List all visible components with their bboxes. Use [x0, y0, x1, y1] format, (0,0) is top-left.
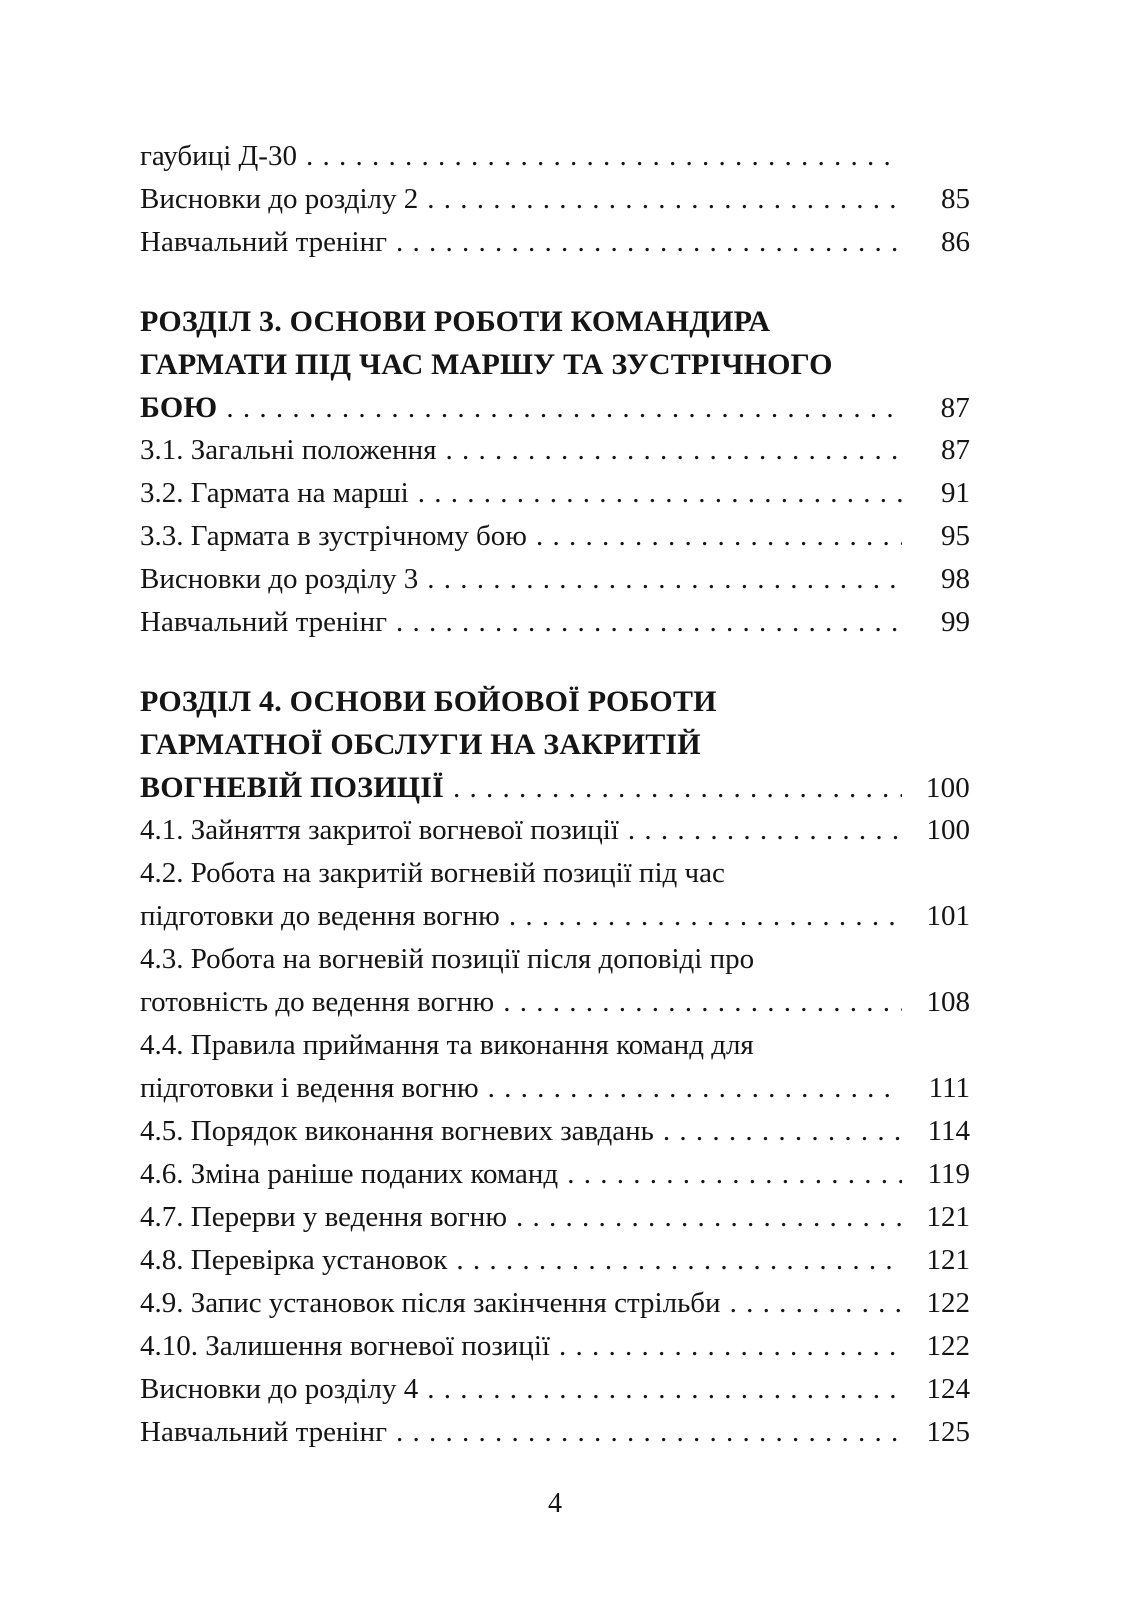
dot-leader [446, 434, 903, 467]
toc-line [140, 943, 970, 986]
toc-entry-page-number: 125 [926, 1416, 970, 1448]
toc-entry-text: РОЗДІЛ 3. ОСНОВИ РОБОТИ КОМАНДИРА [140, 305, 771, 338]
dot-leader [453, 772, 902, 805]
toc-line [140, 305, 970, 348]
toc-line [140, 1287, 970, 1330]
toc-entry-page-number: 121 [926, 1244, 970, 1276]
toc-line [140, 606, 970, 649]
dot-leader [559, 1330, 902, 1363]
toc-entry-text: БОЮ [140, 391, 218, 424]
toc-entry-text: підготовки до ведення вогню [140, 900, 500, 932]
dot-leader [516, 1201, 902, 1234]
dot-leader [306, 140, 902, 173]
toc-entry-page-number: 91 [941, 477, 970, 509]
toc-entry-page-number: 111 [928, 1072, 970, 1104]
toc-line [140, 1158, 970, 1201]
dot-leader [509, 900, 902, 933]
toc-entry-page-number: 122 [926, 1287, 970, 1319]
toc-line [140, 1115, 970, 1158]
dot-leader [456, 1244, 902, 1277]
toc-entry-page-number: 86 [941, 226, 970, 258]
toc-entry-text: 3.2. Гармата на марші [140, 477, 409, 509]
toc-entry-text: 4.2. Робота на закритій вогневій позиції під час [140, 857, 725, 889]
toc-line [140, 1416, 970, 1459]
toc-line [140, 900, 970, 943]
toc-line [140, 1029, 970, 1072]
toc-entry-text: Навчальний тренінг [140, 606, 388, 638]
toc-entry-text: 4.7. Перерви у ведення вогню [140, 1201, 507, 1233]
toc-line [140, 1373, 970, 1416]
dot-leader [730, 1287, 902, 1320]
toc-line [140, 183, 970, 226]
toc-line [140, 477, 970, 520]
toc-line [140, 140, 970, 183]
toc-entry-page-number: 87 [941, 434, 970, 466]
toc-line [140, 771, 970, 814]
toc-line [140, 1072, 970, 1115]
toc-line [140, 1244, 970, 1287]
toc-entry-text: ГАРМАТИ ПІД ЧАС МАРШУ ТА ЗУСТРІЧНОГО [140, 348, 833, 381]
toc-entry-page-number: 95 [941, 520, 970, 552]
dot-leader [663, 1115, 902, 1148]
toc-entry-page-number: 85 [941, 183, 970, 215]
toc-entry-page-number: 98 [941, 563, 970, 595]
toc-entry-text: Висновки до розділу 3 [140, 563, 419, 595]
toc-entry-page-number: 100 [926, 814, 970, 846]
toc-entry-page-number: 119 [927, 1158, 970, 1190]
toc-list [140, 140, 970, 1459]
toc-entry-text: готовність до ведення вогню [140, 986, 495, 1018]
toc-entry-text: 4.1. Зайняття закритої вогневої позиції [140, 814, 619, 846]
toc-entry-page-number: 101 [926, 900, 970, 932]
toc-entry-page-number: 121 [926, 1201, 970, 1233]
dot-leader [396, 606, 902, 639]
toc-entry-text: Навчальний тренінг [140, 1416, 388, 1448]
dot-leader [418, 477, 902, 510]
toc-entry-text: 3.3. Гармата в зустрічному бою [140, 520, 527, 552]
toc-line [140, 226, 970, 269]
toc-line [140, 857, 970, 900]
toc-entry-text: ГАРМАТНОЇ ОБСЛУГИ НА ЗАКРИТІЙ [140, 728, 701, 761]
toc-entry-text: 3.1. Загальні положення [140, 434, 437, 466]
page-footer-number: 4 [548, 1488, 562, 1519]
toc-entry-text: підготовки і ведення вогню [140, 1072, 479, 1104]
toc-line [140, 563, 970, 606]
toc-entry-text: 4.10. Залишення вогневої позиції [140, 1330, 550, 1362]
toc-line [140, 391, 970, 434]
toc-entry-text: 4.3. Робота на вогневій позиції після доповіді про [140, 943, 755, 975]
toc-entry-text: Висновки до розділу 4 [140, 1373, 419, 1405]
dot-leader [226, 392, 902, 425]
toc-entry-page-number: 100 [925, 772, 970, 804]
toc-entry-page-number: 124 [926, 1373, 970, 1405]
toc-entry-page-number: 122 [926, 1330, 970, 1362]
toc-entry-text: ВОГНЕВІЙ ПОЗИЦІЇ [140, 771, 445, 804]
toc-entry-page-number: 99 [941, 606, 970, 638]
toc-entry-text: Висновки до розділу 2 [140, 183, 419, 215]
dot-leader [427, 183, 902, 216]
toc-entry-text: 4.5. Порядок виконання вогневих завдань [140, 1115, 654, 1147]
dot-leader [536, 520, 902, 553]
toc-line [140, 728, 970, 771]
dot-leader [427, 563, 902, 596]
dot-leader [567, 1158, 902, 1191]
toc-line [140, 986, 970, 1029]
toc-entry-page-number: 108 [926, 986, 970, 1018]
toc-entry-text: 4.9. Запис установок після закінчення стрільби [140, 1287, 721, 1319]
dot-leader [628, 814, 902, 847]
dot-leader [396, 226, 902, 259]
toc-line [140, 685, 970, 728]
dot-leader [488, 1072, 902, 1105]
toc-line [140, 1330, 970, 1373]
toc-line [140, 1201, 970, 1244]
toc-entry-text: гаубиці Д-30 [140, 140, 297, 172]
dot-leader [427, 1373, 902, 1406]
toc-entry-text: 4.8. Перевірка установок [140, 1244, 448, 1276]
dot-leader [503, 986, 902, 1019]
toc-entry-text: Навчальний тренінг [140, 226, 388, 258]
toc-entry-text: РОЗДІЛ 4. ОСНОВИ БОЙОВОЇ РОБОТИ [140, 685, 717, 718]
toc-entry-page-number: 114 [927, 1115, 970, 1147]
toc-line [140, 434, 970, 477]
dot-leader [396, 1416, 902, 1449]
toc-line [140, 520, 970, 563]
toc-entry-page-number: 87 [940, 392, 970, 424]
toc-line [140, 814, 970, 857]
toc-entry-text: 4.4. Правила приймання та виконання команд для [140, 1029, 754, 1061]
toc-line [140, 348, 970, 391]
toc-entry-text: 4.6. Зміна раніше поданих команд [140, 1158, 559, 1190]
